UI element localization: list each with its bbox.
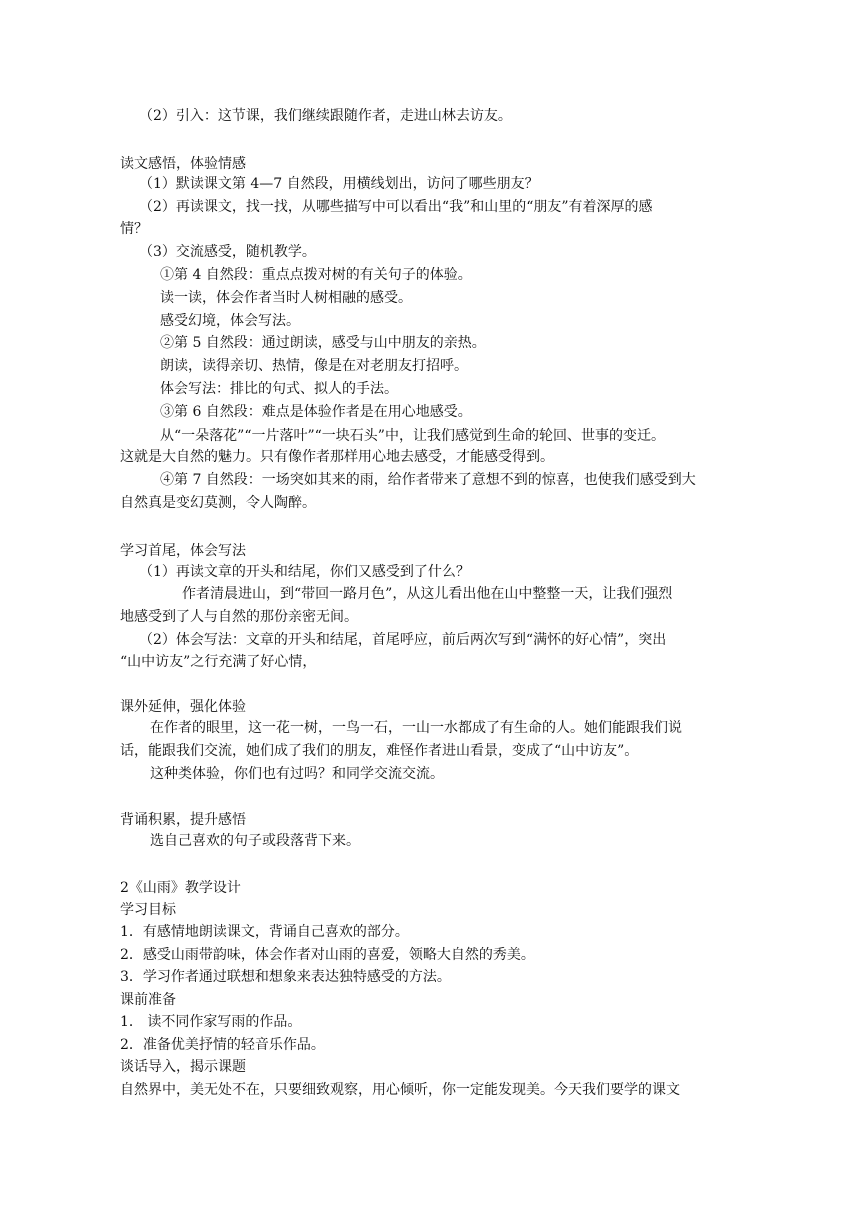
list-item: 1． 读不同作家写雨的作品。	[120, 1014, 302, 1030]
section-heading: 背诵积累，提升感悟	[120, 812, 246, 828]
document-title: 2《山雨》教学设计	[120, 880, 241, 896]
paragraph-line: （2）再读课文，找一找，从哪些描写中可以看出“我”和山里的“朋友”有着深厚的感	[139, 199, 653, 215]
list-item: 2．感受山雨带韵味，体会作者对山雨的喜爱，领略大自然的秀美。	[120, 947, 535, 963]
paragraph-line: 作者清晨进山，到“带回一路月色”，从这儿看出他在山中整整一天，让我们强烈	[182, 586, 673, 602]
paragraph-line: （1）再读文章的开头和结尾，你们又感受到了什么？	[139, 564, 470, 580]
paragraph-line: 体会写法：排比的句式、拟人的手法。	[160, 381, 398, 397]
paragraph-line: 话，能跟我们交流，她们成了我们的朋友，难怪作者进山看景，变成了“山中访友”。	[120, 743, 639, 759]
paragraph-line: ①第 4 自然段：重点点拨对树的有关句子的体验。	[160, 267, 472, 283]
paragraph-line: 地感受到了人与自然的那份亲密无间。	[120, 609, 358, 625]
section-heading: 课前准备	[120, 992, 176, 1008]
paragraph-line: （3）交流感受，随机教学。	[139, 244, 316, 260]
paragraph-line: 这就是大自然的魅力。只有像作者那样用心地去感受，才能感受得到。	[120, 449, 554, 465]
paragraph-line: 朗读，读得亲切、热情，像是在对老朋友打招呼。	[160, 358, 468, 374]
list-item: 1．有感情地朗读课文，背诵自己喜欢的部分。	[120, 924, 409, 940]
list-item: 3．学习作者通过联想和想象来表达独特感受的方法。	[120, 969, 451, 985]
paragraph-line: ③第 6 自然段：难点是体验作者是在用心地感受。	[160, 404, 472, 420]
paragraph-line: 情？	[120, 221, 148, 237]
paragraph-line: 选自己喜欢的句子或段落背下来。	[150, 833, 360, 849]
section-heading: 读文感悟，体验情感	[120, 156, 246, 172]
paragraph-line: 从“一朵落花”“一片落叶”“一块石头”中，让我们感觉到生命的轮回、世事的变迁。	[160, 428, 665, 444]
list-item: 2．准备优美抒情的轻音乐作品。	[120, 1037, 325, 1053]
paragraph-line: ④第 7 自然段：一场突如其来的雨，给作者带来了意想不到的惊喜，也使我们感受到大	[160, 472, 696, 488]
paragraph-line: ②第 5 自然段：通过朗读，感受与山中朋友的亲热。	[160, 335, 486, 351]
section-heading: 课外延伸，强化体验	[120, 699, 246, 715]
paragraph-line: （2）体会写法：文章的开头和结尾，首尾呼应，前后两次写到“满怀的好心情”，突出	[139, 632, 667, 648]
paragraph-line: 感受幻境，体会写法。	[160, 313, 300, 329]
intro-line: （2）引入：这节课，我们继续跟随作者，走进山林去访友。	[139, 108, 512, 124]
paragraph-line: “山中访友”之行充满了好心情，	[120, 654, 317, 670]
paragraph-line: 这种类体验，你们也有过吗？和同学交流交流。	[150, 766, 444, 782]
section-heading: 学习首尾，体会写法	[120, 543, 246, 559]
section-heading: 谈话导入，揭示课题	[120, 1059, 246, 1075]
paragraph-line: （1）默读课文第 4—7 自然段，用横线划出，访问了哪些朋友？	[139, 176, 539, 192]
paragraph-line: 在作者的眼里，这一花一树，一鸟一石，一山一水都成了有生命的人。她们能跟我们说	[150, 720, 682, 736]
paragraph-line: 自然真是变幻莫测，令人陶醉。	[120, 495, 316, 511]
paragraph-line: 读一读，体会作者当时人树相融的感受。	[160, 290, 412, 306]
paragraph-line: 自然界中，美无处不在，只要细致观察，用心倾听，你一定能发现美。今天我们要学的课文	[120, 1082, 680, 1098]
section-heading: 学习目标	[120, 902, 176, 918]
